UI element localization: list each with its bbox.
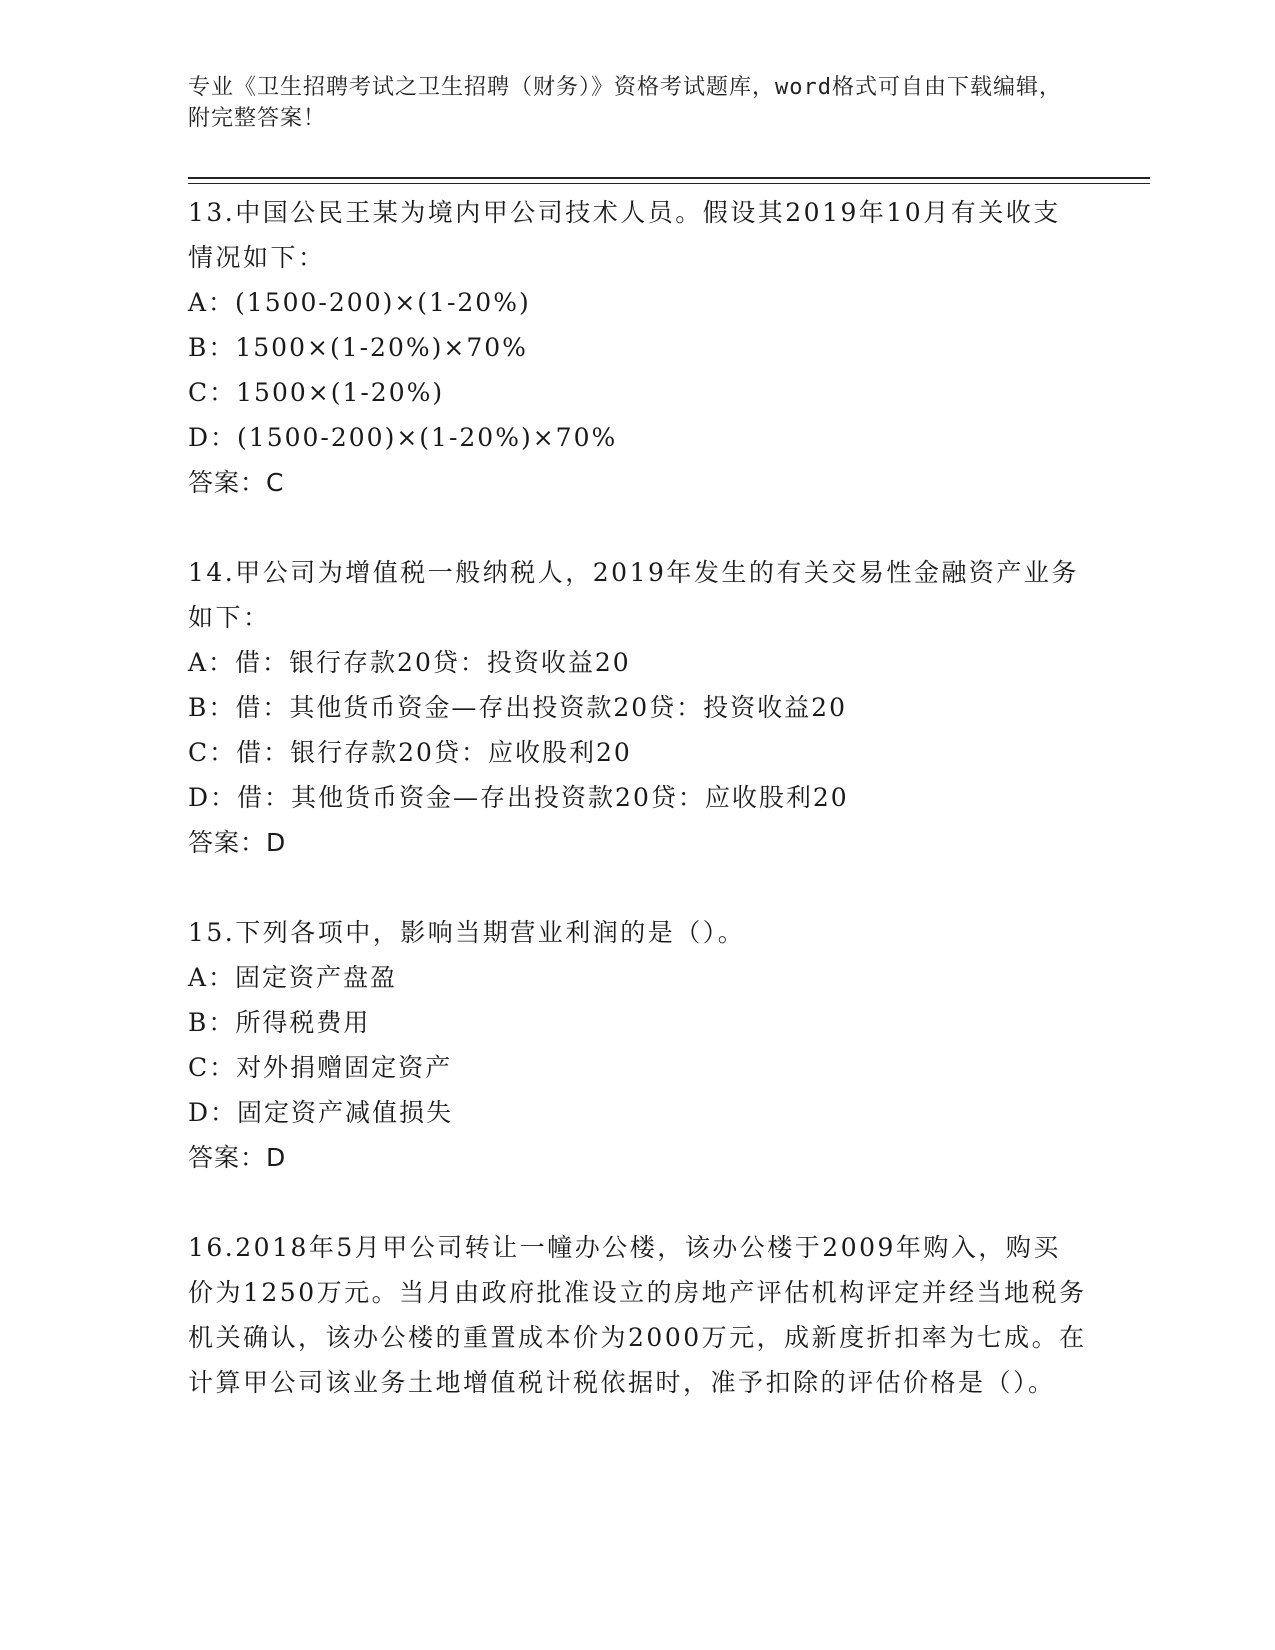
- question-13: [188, 188, 1088, 505]
- option-b: B：1500×(1-20%)×70%: [188, 333, 528, 362]
- question-spacer: [188, 1180, 1088, 1223]
- question-stem: 13.中国公民王某为境内甲公司技术人员。假设其2019年10月有关收支情况如下：: [188, 198, 1061, 272]
- question-spacer: [188, 505, 1088, 548]
- option-b: B：所得税费用: [188, 1008, 371, 1037]
- answer-line: 答案：D: [188, 828, 287, 857]
- question-spacer: [188, 865, 1088, 908]
- option-d: D：借：其他货币资金—存出投资款20贷：应收股利20: [188, 783, 849, 812]
- question-stem: 14.甲公司为增值税一般纳税人，2019年发生的有关交易性金融资产业务如下：: [188, 558, 1079, 632]
- answer-line: 答案：D: [188, 1143, 287, 1172]
- answer-line: 答案：C: [188, 468, 285, 497]
- question-14: [188, 548, 1088, 865]
- question-16: [188, 1223, 1088, 1405]
- question-stem: 15.下列各项中，影响当期营业利润的是（）。: [188, 918, 746, 947]
- option-d: D：固定资产减值损失: [188, 1098, 454, 1127]
- option-a: A：借：银行存款20贷：投资收益20: [188, 648, 631, 677]
- question-15: [188, 908, 1088, 1180]
- option-c: C：借：银行存款20贷：应收股利20: [188, 738, 632, 767]
- question-list: [188, 188, 1088, 1405]
- header-divider-thin: [188, 183, 1150, 184]
- option-c: C：1500×(1-20%): [188, 378, 445, 407]
- document-header: 专业《卫生招聘考试之卫生招聘（财务）》资格考试题库，word格式可自由下载编辑，附完整答案！: [188, 75, 1062, 131]
- option-d: D：(1500-200)×(1-20%)×70%: [188, 423, 618, 452]
- option-c: C：对外捐赠固定资产: [188, 1053, 453, 1082]
- option-a: A：(1500-200)×(1-20%): [188, 288, 531, 317]
- question-stem: 16.2018年5月甲公司转让一幢办公楼，该办公楼于2009年购入，购买价为1250万元。当月由政府批准设立的房地产评估机构评定并经当地税务机关确认，该办公楼的重置成本价为2000万元，成新度折扣率为七成。在计算甲公司该业务土地增值税计税依据时，准予扣除的评估价格是（）。: [188, 1233, 1087, 1397]
- header-divider-thick: [188, 177, 1150, 179]
- option-a: A：固定资产盘盈: [188, 963, 398, 992]
- option-b: B：借：其他货币资金—存出投资款20贷：投资收益20: [188, 693, 847, 722]
